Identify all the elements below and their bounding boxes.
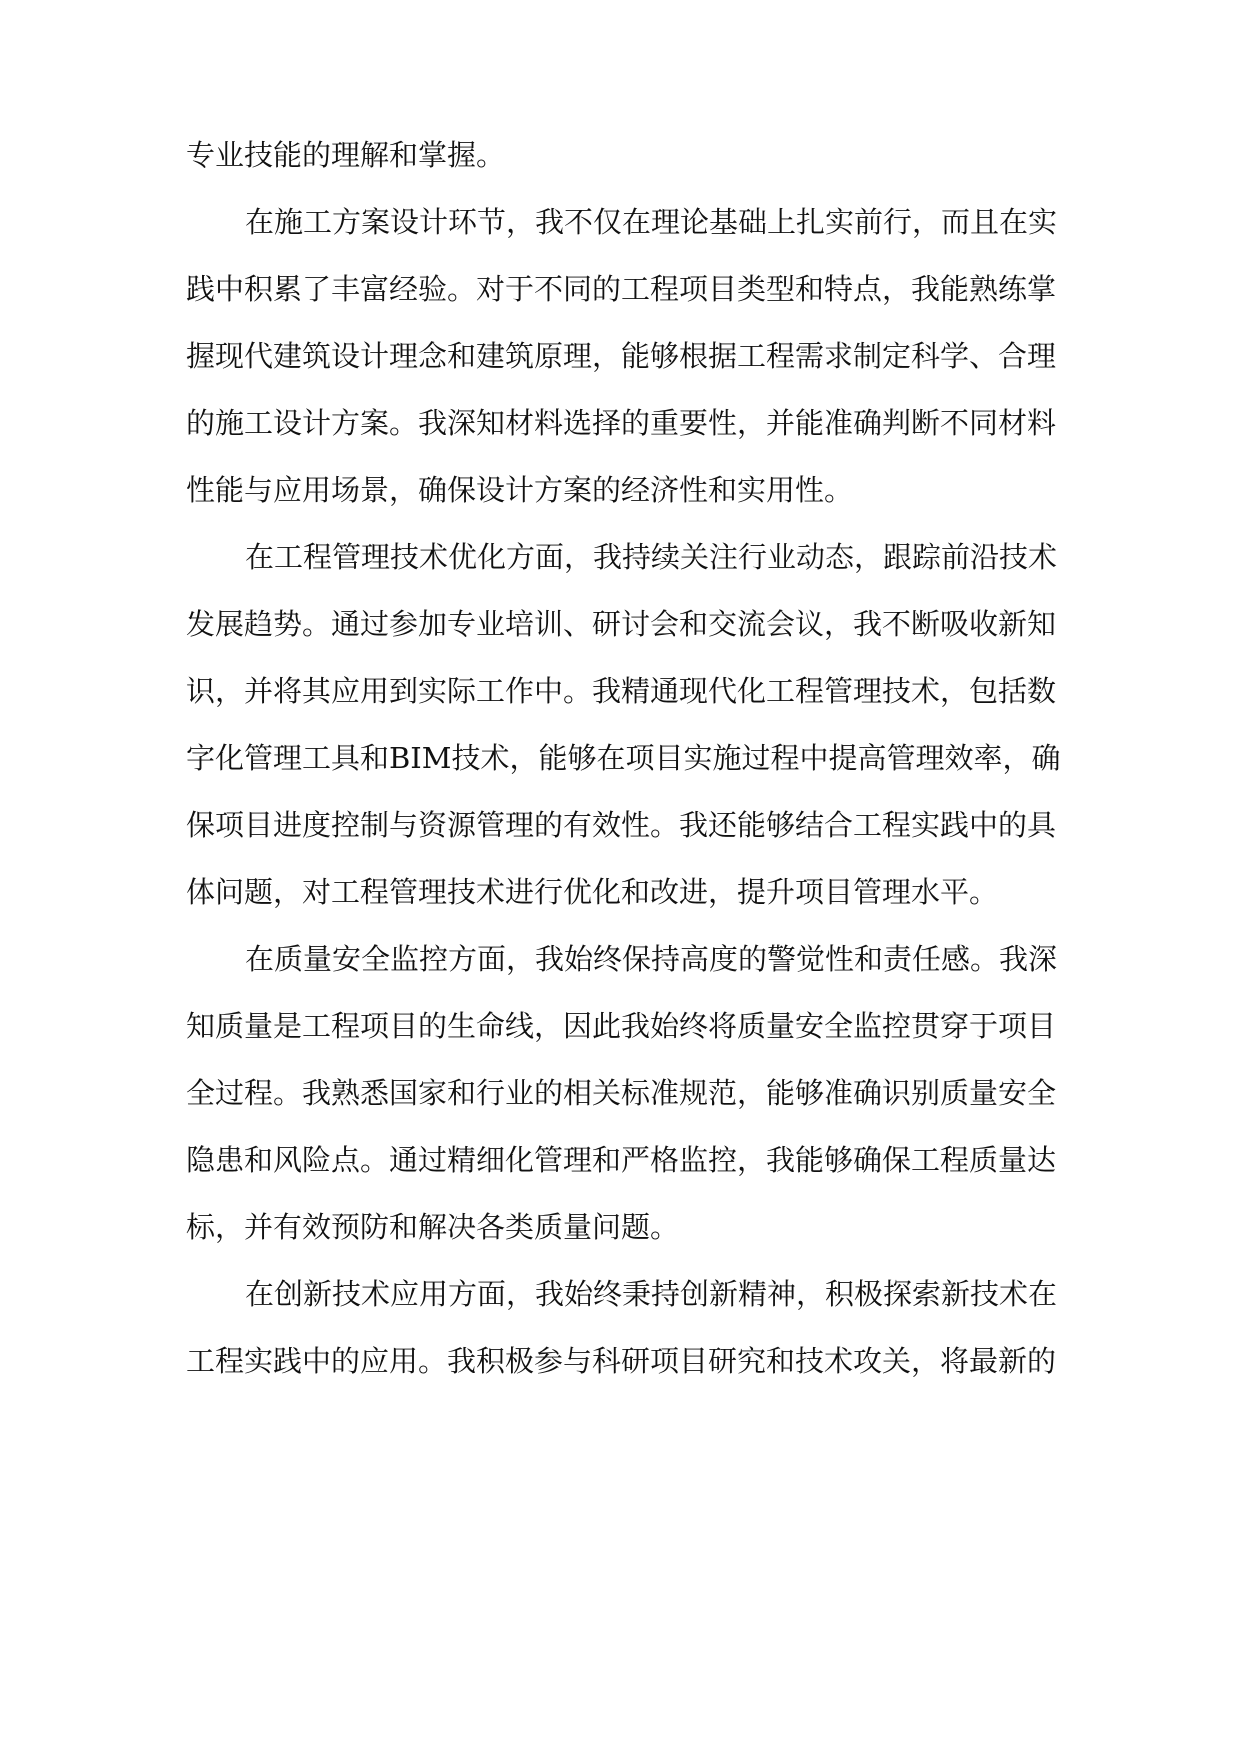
paragraph-quality-safety-line-1: 在质量安全监控方面，我始终保持高度的警觉性和责任感。我深 (245, 942, 1058, 976)
paragraph-construction-design-line-2: 践中积累了丰富经验。对于不同的工程项目类型和特点，我能熟练掌 (186, 272, 1057, 306)
paragraph-quality-safety-line-2: 知质量是工程项目的生命线，因此我始终将质量安全监控贯穿于项目 (186, 1009, 1057, 1043)
paragraph-quality-safety-line-3: 全过程。我熟悉国家和行业的相关标准规范，能够准确识别质量安全 (186, 1076, 1057, 1110)
paragraph-quality-safety-line-4: 隐患和风险点。通过精细化管理和严格监控，我能够确保工程质量达 (186, 1143, 1057, 1177)
paragraph-innovation-line-1: 在创新技术应用方面，我始终秉持创新精神，积极探索新技术在 (245, 1277, 1058, 1311)
paragraph-management-optimization-line-2: 发展趋势。通过参加专业培训、研讨会和交流会议，我不断吸收新知 (186, 607, 1057, 641)
paragraph-construction-design-line-5: 性能与应用场景，确保设计方案的经济性和实用性。 (186, 473, 854, 507)
paragraph-management-optimization-line-6: 体问题，对工程管理技术进行优化和改进，提升项目管理水平。 (186, 875, 999, 909)
paragraph-construction-design-line-3: 握现代建筑设计理念和建筑原理，能够根据工程需求制定科学、合理 (186, 339, 1057, 373)
paragraph-construction-design-line-4: 的施工设计方案。我深知材料选择的重要性，并能准确判断不同材料 (186, 406, 1057, 440)
paragraph-management-optimization-line-4: 字化管理工具和BIM技术，能够在项目实施过程中提高管理效率，确 (186, 741, 1061, 775)
paragraph-construction-design-line-1: 在施工方案设计环节，我不仅在理论基础上扎实前行，而且在实 (245, 205, 1058, 239)
text-line-1: 专业技能的理解和掌握。 (186, 138, 506, 172)
paragraph-management-optimization-line-1: 在工程管理技术优化方面，我持续关注行业动态，跟踪前沿技术 (245, 540, 1058, 574)
paragraph-management-optimization-line-3: 识，并将其应用到实际工作中。我精通现代化工程管理技术，包括数 (186, 674, 1057, 708)
paragraph-quality-safety-line-5: 标，并有效预防和解决各类质量问题。 (186, 1210, 680, 1244)
paragraph-management-optimization-line-5: 保项目进度控制与资源管理的有效性。我还能够结合工程实践中的具 (186, 808, 1057, 842)
paragraph-innovation-line-2: 工程实践中的应用。我积极参与科研项目研究和技术攻关，将最新的 (186, 1344, 1057, 1378)
